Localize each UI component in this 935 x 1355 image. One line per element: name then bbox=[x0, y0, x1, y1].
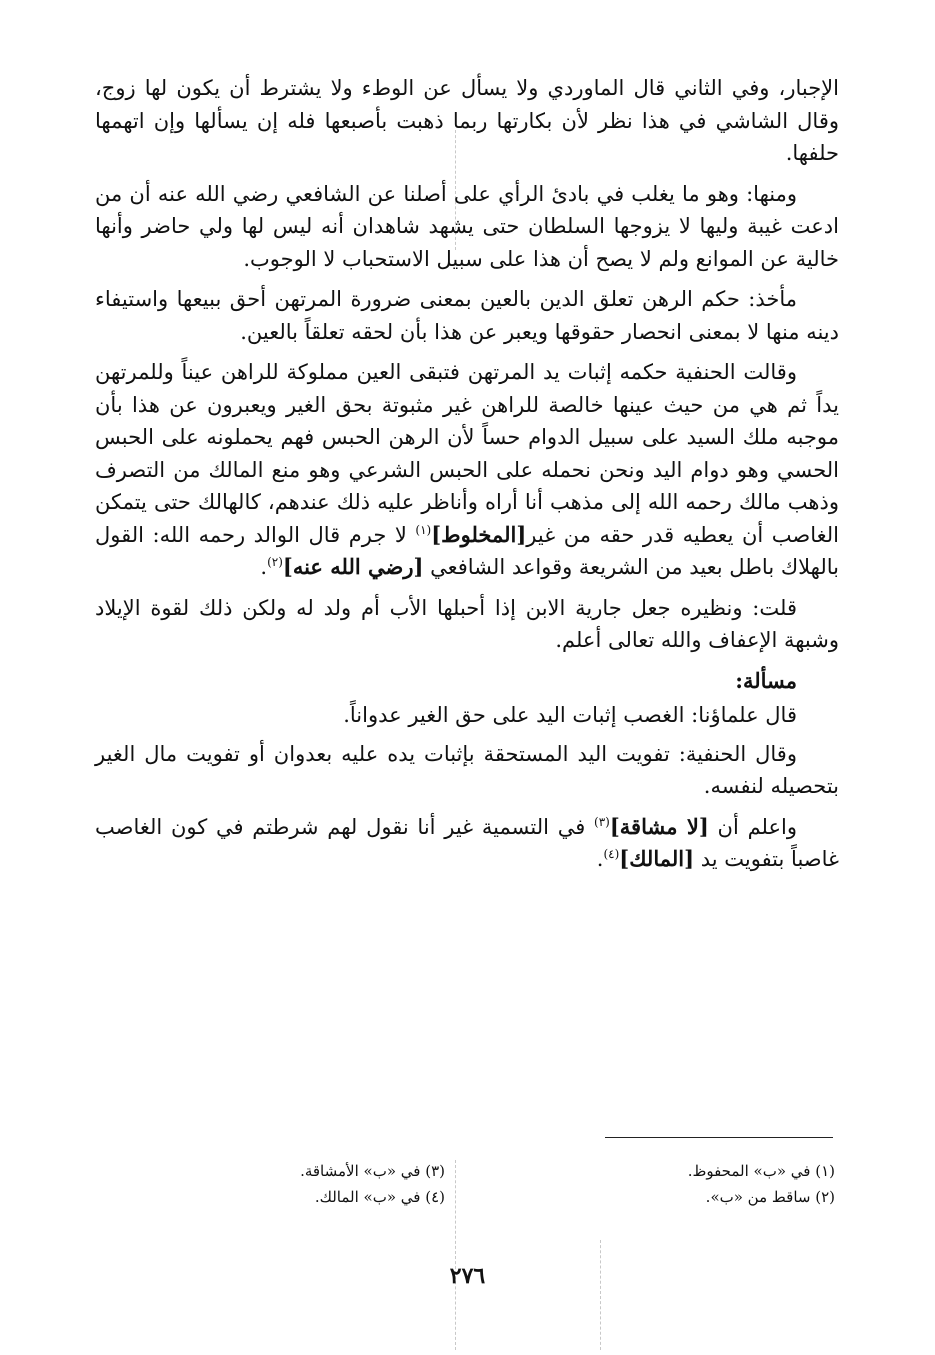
paragraph-hanafiyya-ghasb: وقال الحنفية: تفويت اليد المستحقة بإثبات يده عليه بعدوان أو تفويت مال الغير بتحصيله لنفسه. bbox=[95, 741, 839, 798]
footnote-3: (٣) في «ب» الأمشاقة. bbox=[300, 1162, 445, 1180]
footnotes bbox=[95, 1158, 835, 1210]
paragraph-waalam bbox=[95, 811, 839, 876]
paragraph-hanafiyya-rahn bbox=[95, 356, 839, 584]
paragraph-minha: ومنها: وهو ما يغلب في بادئ الرأي على أصلنا عن الشافعي رضي الله عنه أن من ادعت غيبة وليها لا يزوجها السلطان حتى يشهد شاهدان أنه ليس لها ولي حاضر وأنها خالية عن الموانع ولم لا يصح أن هذا على سبيل الاستحباب لا الوجوب. bbox=[95, 181, 839, 271]
paragraph-makhadh: مأخذ: حكم الرهن تعلق الدين بالعين بمعنى ضرورة المرتهن أحق ببيعها واستيفاء دينه منها لا بمعنى انحصار حقوقها ويعبر عن هذا بأن لحقه تعلقاً بالعين. bbox=[95, 287, 839, 344]
paragraph-text: . bbox=[260, 555, 268, 579]
paragraph-text: وقالت الحنفية حكمه إثبات يد المرتهن فتبقى العين مملوكة للراهن عيناً وللمرتهن يداً ثم هي من حيث عينها خالصة للراهن غير مثبوتة بحق الغير ويعبرون عن هذا بأن موجبه ملك السيد على سبيل الدوام حساً لأن الرهن الحبس فهم يحملونه على الحبس الحسي وهو دوام اليد ونحن نحمله على الحبس الشرعي وهو منع المالك من التصرف وذهب مالك رحمه الله إلى مذهب أنا أراه وأناظر عليه ذلك عندهم، كالهالك حتى يتمكن الغاصب أن يعطيه قدر حقه من غير bbox=[95, 360, 840, 547]
footnote-ref: (٤) bbox=[603, 847, 620, 861]
paragraph-text: في التسمية غير أنا نقول لهم شرطتم في كون الغاصب غاصباً بتفويت يد bbox=[95, 814, 839, 871]
footnote-separator bbox=[605, 1137, 833, 1138]
footnote-ref: (١) bbox=[415, 522, 432, 537]
paragraph-text: واعلم أن bbox=[708, 814, 798, 839]
paragraph-ghasb-definition: قال علماؤنا: الغصب إثبات اليد على حق الغير عدواناً. bbox=[343, 703, 797, 727]
paragraph-ijbar: الإجبار، وفي الثاني قال الماوردي ولا يسأل عن الوطء ولا يشترط أن يكون لها زوج، وقال الشاشي في هذا نظر لأن بكارتها ربما ذهبت بأصبعها فله إن يسألها وإن اتهمها حلفها. bbox=[95, 76, 839, 165]
scan-artifact-line bbox=[600, 1240, 601, 1350]
footnote-2: (٢) ساقط من «ب». bbox=[705, 1188, 835, 1206]
section-heading: مسألة: bbox=[735, 667, 797, 693]
footnote-4: (٤) في «ب» المالك. bbox=[314, 1188, 445, 1206]
footnote-1: (١) في «ب» المحفوظ. bbox=[687, 1162, 835, 1180]
bracketed-term: [لا مشاقة] bbox=[609, 813, 709, 839]
footnote-ref: (٢) bbox=[267, 555, 283, 569]
paragraph-qultu: قلت: ونظيره جعل جارية الابن إذا أحبلها الأب أم ولد له ولكن ذلك لقوة الإيلاد وشبهة الإعفاف والله تعالى أعلم. bbox=[95, 595, 839, 652]
footnote-ref: (٣) bbox=[594, 814, 610, 829]
bracketed-term: [المالك] bbox=[619, 846, 695, 871]
page-number: ٢٧٦ bbox=[449, 1263, 486, 1289]
main-text bbox=[95, 72, 839, 884]
bracketed-term: [رضي الله عنه] bbox=[282, 554, 424, 579]
bracketed-term: [المخلوط] bbox=[431, 521, 527, 547]
paragraph-text: لا جرم قال الوالد رحمه الله: القول بالهلاك باطل بعيد من الشريعة وقواعد الشافعي bbox=[95, 522, 839, 579]
paragraph-text: . bbox=[596, 847, 604, 871]
